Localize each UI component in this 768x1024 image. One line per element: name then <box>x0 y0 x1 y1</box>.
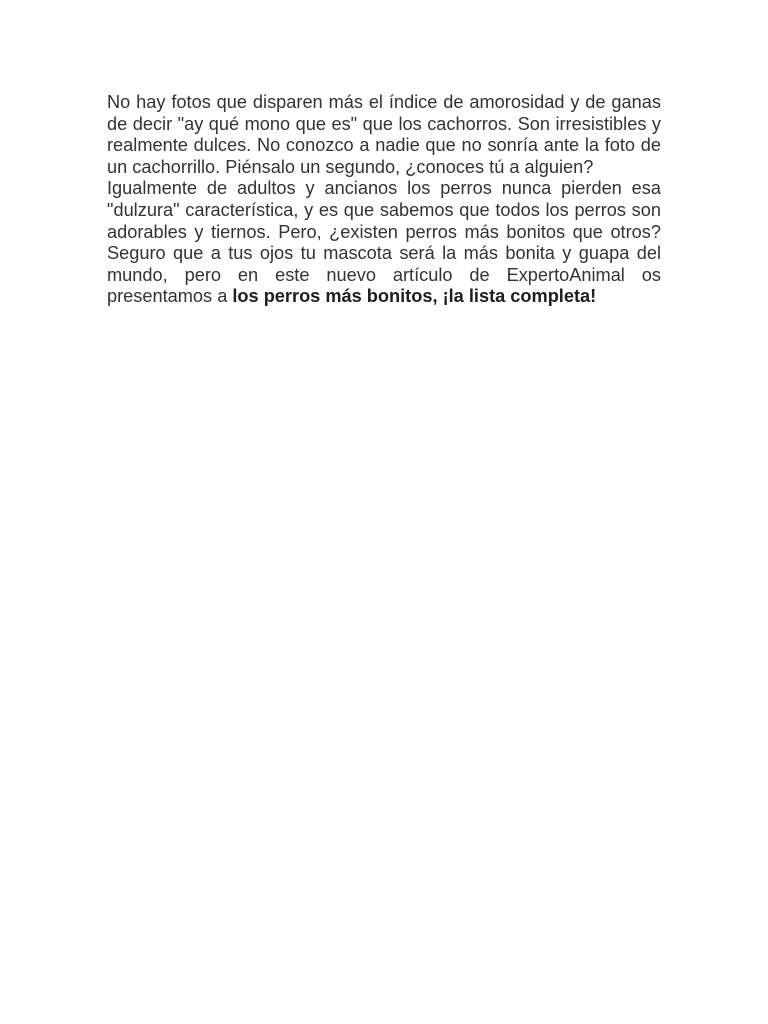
article-text <box>107 92 661 308</box>
intro-paragraph <box>107 92 661 178</box>
second-paragraph-text: Igualmente de adultos y ancianos los perros nunca pierden esa "dulzura" característica, y es que sabemos que todos los perros son adorables y tiernos. Pero, ¿existen perros más bonitos que otros? Seguro que a tus ojos tu mascota será la más bonita y guapa del mundo, pero en este nuevo artículo de ExpertoAnimal os presentamos a <box>107 178 661 307</box>
bold-highlight-text: los perros más bonitos, ¡la lista completa! <box>232 286 597 307</box>
intro-paragraph-text: No hay fotos que disparen más el índice de amorosidad y de ganas de decir "ay qué mono que es" que los cachorros. Son irresistibles y realmente dulces. No conozco a nadie que no sonría ante la foto de un cachorrillo. Piénsalo un segundo, ¿conoces tú a alguien? <box>107 92 661 177</box>
second-paragraph <box>107 178 661 308</box>
